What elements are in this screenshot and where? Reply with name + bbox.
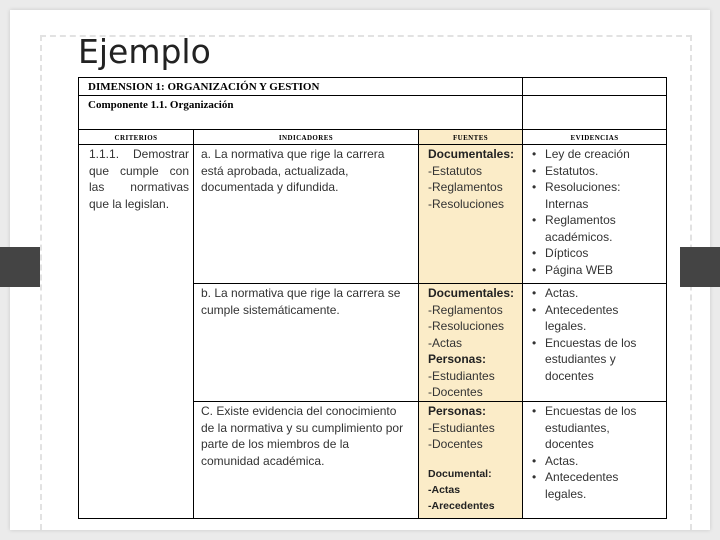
indicador-b: b. La normativa que rige la carrera se cumple sistemáticamente. (201, 286, 401, 317)
componente-heading: Componente 1.1. Organización (88, 99, 234, 111)
fuentes-c-item: -Estudiantes (428, 420, 495, 435)
evidencias-c-list (523, 402, 666, 502)
fuentes-b-item: -Actas (428, 335, 463, 350)
fuentes-b-item: -Estudiantes (428, 368, 495, 383)
organization-table (78, 77, 667, 519)
indicador-c: C. Existe evidencia del conocimiento de la normativa y su cumplimiento por parte de los miembros de la comunidad académica. (201, 404, 404, 468)
indicador-a: a. La normativa que rige la carrera está aprobada, actualizada, documentada y difundida. (201, 147, 385, 194)
componente-row (79, 96, 667, 130)
fuentes-b-label2: Personas: (428, 352, 487, 366)
list-item: • Actas. (529, 453, 660, 470)
list-item: • Resoluciones: Internas (529, 179, 660, 212)
evidencias-b-list (523, 284, 666, 384)
evidencias-a-list (523, 145, 666, 278)
fuentes-a-item: -Estatutos (428, 163, 483, 178)
column-header-indicadores: INDICADORES (278, 134, 334, 142)
list-item: • Dípticos (529, 245, 660, 262)
list-item: • Ley de creación (529, 146, 660, 163)
fuentes-c-item: -Actas (428, 483, 461, 496)
fuentes-c-item: -Arecedentes (428, 499, 495, 512)
column-header-fuentes: FUENTES (452, 134, 489, 142)
table-row (79, 145, 667, 284)
column-header-criterios: CRITERIOS (114, 134, 158, 142)
fuentes-b-item: -Docentes (428, 385, 483, 399)
slide-title: Ejemplo (78, 32, 211, 71)
list-item: • Encuestas de los estudiantes y docentes (529, 335, 660, 385)
list-item: • Actas. (529, 285, 660, 302)
fuentes-c-item: -Docentes (428, 437, 483, 451)
list-item: • Antecedentes legales. (529, 302, 660, 335)
left-edge-bar (0, 247, 40, 287)
fuentes-a-label: Documentales: (428, 147, 515, 161)
fuentes-c-label: Personas: (428, 404, 487, 418)
fuentes-a-item: -Resoluciones (428, 196, 505, 211)
fuentes-c-label2: Documental: (428, 467, 492, 480)
list-item: • Página WEB (529, 262, 660, 279)
column-header-row (79, 130, 667, 145)
list-item: • Reglamentos académicos. (529, 212, 660, 245)
fuentes-c (419, 402, 522, 514)
list-item: • Encuestas de los estudiantes, docentes (529, 403, 660, 453)
fuentes-a-item: -Reglamentos (428, 180, 503, 194)
fuentes-b-item: -Resoluciones (428, 319, 505, 333)
right-edge-bar (680, 247, 720, 287)
fuentes-b-label: Documentales: (428, 286, 515, 300)
dimension-row (79, 78, 667, 96)
criterio-text: 1.1.1. Demostrar que cumple con las normativas que la legislan. (89, 147, 189, 211)
list-item: • Antecedentes legales. (529, 469, 660, 502)
column-header-evidencias: EVIDENCIAS (570, 134, 619, 142)
fuentes-a (419, 145, 522, 212)
fuentes-b-item: -Reglamentos (428, 302, 503, 317)
fuentes-b (419, 284, 522, 401)
dimension-heading: DIMENSION 1: ORGANIZACIÓN Y GESTION (88, 81, 320, 93)
list-item: • Estatutos. (529, 163, 660, 180)
